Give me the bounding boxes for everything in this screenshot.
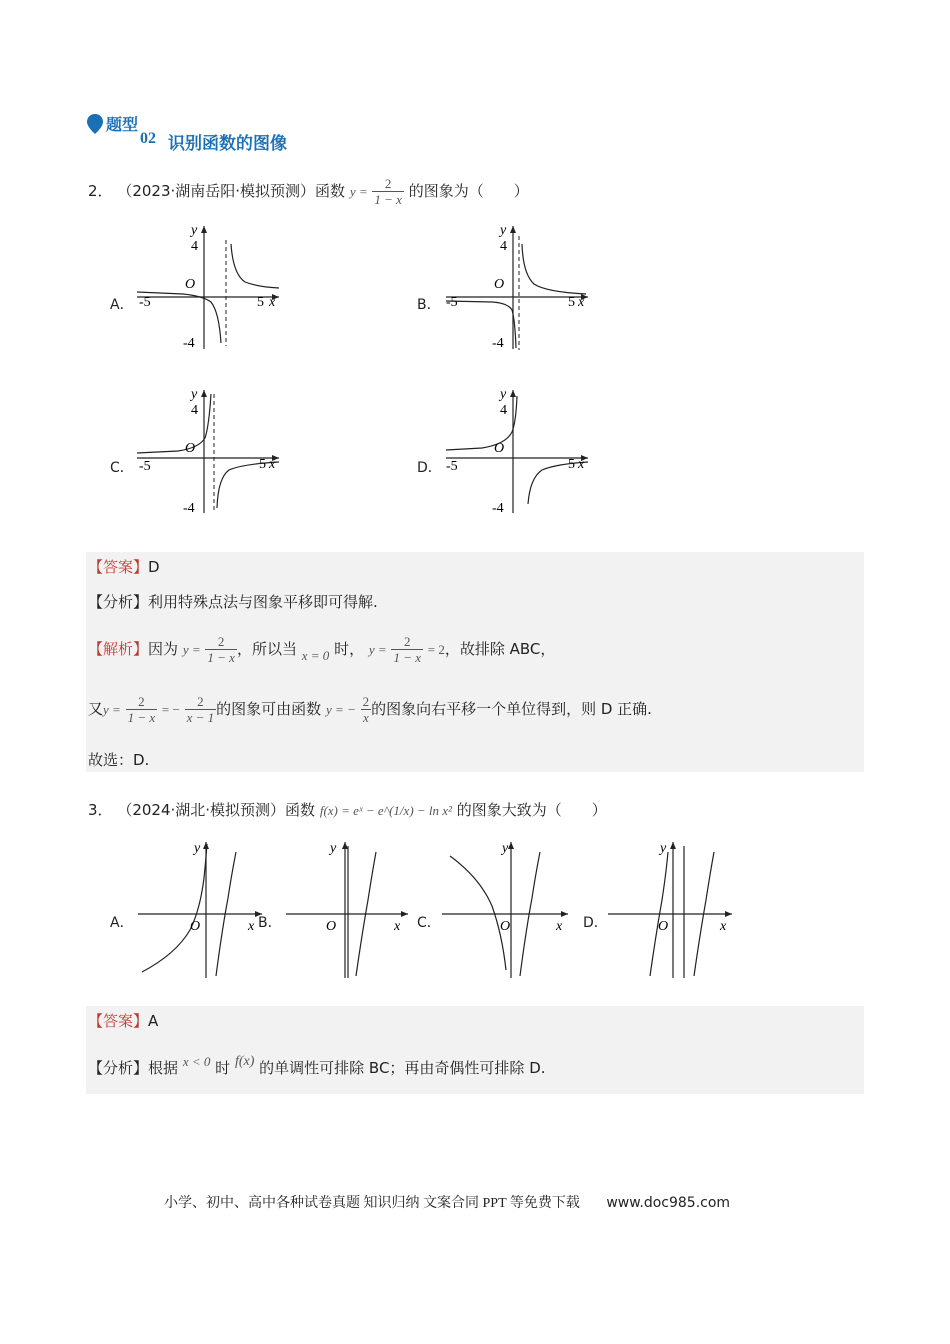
q2-sol2-y3: y = −: [325, 702, 356, 717]
q3-source: （2024·湖北·模拟预测）函数: [117, 801, 316, 819]
section-number: 02: [140, 130, 156, 147]
q2a-label-4: 4: [191, 239, 198, 254]
q3-formula: f(x) = eˣ − e^(1/x) − ln x²: [319, 803, 452, 818]
q3-graph-c: [440, 838, 580, 982]
q3-graph-b: [284, 838, 414, 982]
q2c-label-4: 4: [191, 403, 198, 418]
q2-sol2-frac1: $\frac{2}{1 - x}$: [127, 694, 156, 725]
q3-number: 3．: [88, 801, 113, 819]
q2b-label-4: 4: [500, 239, 507, 254]
q3-option-d[interactable]: D．: [583, 915, 608, 931]
q2b-label-x: x: [578, 295, 585, 310]
q3-analysis-c: 的单调性可排除 BC；再由奇偶性可排除 D.: [259, 1059, 546, 1077]
q2d-label-y: y: [500, 387, 507, 402]
q3-option-b[interactable]: B．: [258, 915, 282, 931]
q3a-label-y: y: [194, 841, 201, 856]
q3c-label-o: O: [500, 919, 511, 934]
q2d-label-o: O: [494, 441, 505, 456]
q2-sol1-a: 因为: [148, 640, 179, 658]
q3-analysis-cond: x < 0: [182, 1054, 211, 1069]
q3a-label-o: O: [190, 919, 201, 934]
q2-option-d[interactable]: D．: [417, 460, 442, 476]
q2-solution-label: 【解析】: [88, 640, 149, 658]
q2b-label-y: y: [500, 223, 507, 238]
q2d-label-neg5: -5: [446, 459, 458, 474]
q3b-label-o: O: [326, 919, 337, 934]
footer-url[interactable]: www.doc985.com: [606, 1195, 731, 1211]
q2-fraction: $\frac{2}{1 - x}$: [374, 176, 402, 207]
q2-option-c[interactable]: C．: [110, 460, 134, 476]
q3-analysis-label: 【分析】: [88, 1059, 149, 1077]
q3-analysis-line: [88, 1050, 546, 1088]
q2b-label-neg4: -4: [492, 336, 504, 351]
q2-graph-b: [442, 222, 594, 352]
q2-sol2-frac3: $\frac{2}{x}$: [362, 694, 370, 725]
q2-sol1-frac: $\frac{2}{1 - x}$: [207, 634, 235, 665]
q2-analysis-label: 【分析】: [88, 593, 149, 611]
q2-option-a[interactable]: A．: [110, 297, 134, 313]
q3c-label-y: y: [502, 841, 509, 856]
q2-sol1-c: 时，: [334, 640, 365, 658]
q2-option-b[interactable]: B．: [417, 297, 441, 313]
q2-sol2-eq: = −: [161, 702, 180, 717]
q2-formula-y: y =: [349, 184, 368, 199]
q2a-label-y: y: [191, 223, 198, 238]
q3b-label-y: y: [330, 841, 337, 856]
q2-graph-a: [133, 222, 285, 352]
q2-sol2-b: 的图象可由函数: [216, 700, 322, 718]
q2c-label-neg5: -5: [139, 459, 151, 474]
q2-sol2-a: 又: [88, 700, 104, 718]
q2d-label-neg4: -4: [492, 501, 504, 516]
q3-answer-label: 【答案】: [88, 1012, 149, 1030]
q2a-label-neg5: -5: [139, 295, 151, 310]
q2a-label-x: x: [269, 295, 276, 310]
q3-graph-a: [136, 838, 266, 982]
q2b-label-5: 5: [568, 295, 575, 310]
q2-sol1-x0: x = 0: [301, 648, 330, 663]
q2d-label-x: x: [578, 457, 585, 472]
q2-number: 2．: [88, 182, 113, 200]
q3a-label-x: x: [248, 919, 255, 934]
q2-answer-line: [88, 557, 160, 577]
q2-analysis-text: 利用特殊点法与图象平移即可得解.: [148, 593, 378, 611]
q3-suffix: 的图象大致为（ ）: [456, 801, 607, 819]
q2-sol2-y: y =: [103, 702, 121, 717]
q2a-label-o: O: [185, 277, 196, 292]
q2d-label-4: 4: [500, 403, 507, 418]
section-header: [86, 112, 346, 152]
q2b-label-neg5: -5: [446, 295, 458, 310]
q2-solution-line1: [88, 628, 555, 671]
q2-sol1-b: ，所以当: [236, 640, 297, 658]
q3-analysis-fx: f(x): [234, 1054, 255, 1069]
q2-conclusion: 故选：D.: [88, 751, 150, 769]
q3-answer-line: [88, 1011, 158, 1031]
section-title: 识别函数的图像: [168, 134, 287, 154]
footer: [164, 1192, 730, 1212]
q2-stem: [88, 176, 529, 207]
q3-stem: [88, 798, 607, 823]
q3d-label-x: x: [720, 919, 727, 934]
q3-answer-value: A: [148, 1012, 159, 1030]
section-tag: 题型: [106, 115, 139, 134]
q2-sol2-frac2: $\frac{2}{x - 1}$: [186, 694, 215, 725]
q2a-label-5: 5: [257, 295, 264, 310]
q3d-label-o: O: [658, 919, 669, 934]
q2-suffix: 的图象为（ ）: [408, 182, 529, 200]
q2-graph-c: [133, 386, 285, 516]
q2c-label-5: 5: [259, 457, 266, 472]
q3-analysis-b: 时: [215, 1059, 231, 1077]
q3-analysis-a: 根据: [148, 1059, 179, 1077]
q2c-label-y: y: [191, 387, 198, 402]
q2a-label-neg4: -4: [183, 336, 195, 351]
q2-sol1-y: y =: [182, 642, 201, 657]
q2-answer-value: D: [148, 558, 160, 576]
q2c-label-x: x: [269, 457, 276, 472]
q2c-label-neg4: -4: [183, 501, 195, 516]
q2-solution-line2: [88, 688, 652, 731]
q2-sol2-c: 的图象向右平移一个单位得到，则 D 正确.: [371, 700, 652, 718]
q2-graph-d: [442, 386, 594, 516]
q2-analysis-line: [88, 592, 378, 612]
q3b-label-x: x: [394, 919, 401, 934]
q3-graph-d: [606, 838, 740, 982]
q2-sol1-eq2: = 2: [427, 642, 445, 657]
q2b-label-o: O: [494, 277, 505, 292]
q2-answer-label: 【答案】: [88, 558, 149, 576]
q2-sol1-frac2: $\frac{2}{1 - x}$: [393, 634, 421, 665]
q2-sol1-y2: y =: [368, 642, 387, 657]
q2-sol1-d: ，故排除 ABC，: [444, 640, 556, 658]
q2-source: （2023·湖南岳阳·模拟预测）函数: [117, 182, 346, 200]
q3-option-c[interactable]: C．: [417, 915, 441, 931]
location-pin-icon: [86, 113, 104, 135]
q2c-label-o: O: [185, 441, 196, 456]
q3c-label-x: x: [556, 919, 563, 934]
q3-option-a[interactable]: A．: [110, 915, 134, 931]
footer-text: 小学、初中、高中各种试卷真题 知识归纳 文案合同 PPT 等免费下载: [164, 1196, 580, 1211]
q3d-label-y: y: [660, 841, 667, 856]
q2d-label-5: 5: [568, 457, 575, 472]
